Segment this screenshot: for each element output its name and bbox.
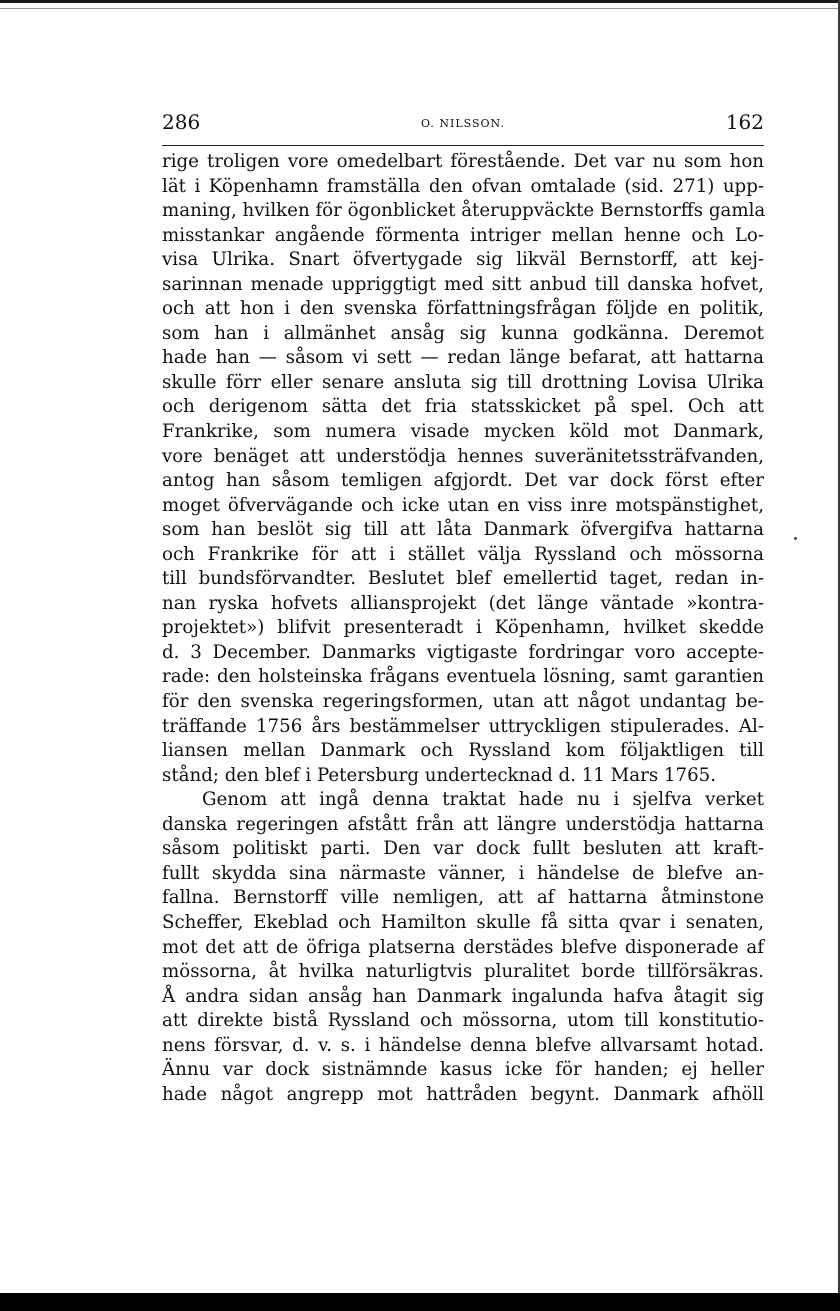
text-line: för den svenska regeringsformen, utan att något undantag be- xyxy=(162,691,764,713)
scan-edge-top-line xyxy=(0,8,840,9)
text-line: som han beslöt sig till att låta Danmark öfvergifva hattarna xyxy=(162,519,764,541)
header-rule xyxy=(162,145,764,146)
text-line: nens försvar, d. v. s. i händelse denna blefve allvarsamt hotad. xyxy=(162,1034,764,1056)
text-line: rade: den holsteinska frågans eventuela lösning, samt garantien xyxy=(162,666,764,688)
text-line-paragraph-start: Genom att ingå denna traktat hade nu i sjelfva verket xyxy=(202,789,764,811)
text-line: misstankar angående förmenta intriger mellan henne och Lo- xyxy=(162,224,764,246)
text-line: sarinnan menade uppriggtigt med sitt anbud till danska hofvet, xyxy=(162,273,764,295)
text-line: visa Ulrika. Snart öfvertygade sig likväl Bernstorff, att kej- xyxy=(162,249,764,271)
text-line: vore benäget att understödja hennes suveränitetssträfvanden, xyxy=(162,445,764,467)
text-line: Å andra sidan ansåg han Danmark ingalunda hafva åtagit sig xyxy=(162,985,764,1007)
text-line: fullt skydda sina närmaste vänner, i händelse de blefve an- xyxy=(162,862,764,884)
text-line: lät i Köpenhamn framställa den ofvan omtalade (sid. 271) upp- xyxy=(162,175,764,197)
text-line: moget öfvervägande och icke utan en viss inre motspänstighet, xyxy=(162,494,764,516)
text-line: mot det att de öfriga platserna derstädes blefve disponerade af xyxy=(162,936,764,958)
text-line: skulle förr eller senare ansluta sig till drottning Lovisa Ulrika xyxy=(162,371,764,393)
page-number-right: 162 xyxy=(725,110,764,134)
text-line: Frankrike, som numera visade mycken köld mot Danmark, xyxy=(162,421,764,443)
text-line: fallna. Bernstorff ville nemligen, att af hattarna åtminstone xyxy=(162,887,764,909)
text-line: antog han såsom temligen afgjordt. Det var dock först efter xyxy=(162,470,764,492)
text-line: danska regeringen afstått från att längre understödja hattarna xyxy=(162,813,764,835)
text-line: liansen mellan Danmark och Ryssland kom följaktligen till xyxy=(162,740,764,762)
text-line: och att hon i den svenska författningsfrågan följde en politik, xyxy=(162,298,764,320)
text-line: som han i allmänhet ansåg sig kunna godkänna. Deremot xyxy=(162,322,764,344)
text-line: maning, hvilken för ögonblicket återuppväckte Bernstorffs gamla xyxy=(162,200,766,222)
text-line: rige troligen vore omedelbart förestående. Det var nu som hon xyxy=(162,151,764,172)
text-line: projektet») blifvit presenteradt i Köpenhamn, hvilket skedde xyxy=(162,617,764,639)
text-line: hade han — såsom vi sett — redan länge befarat, att hattarna xyxy=(162,347,764,369)
text-line: såsom politiskt parti. Den var dock fullt besluten att kraft- xyxy=(162,838,764,860)
text-line: och derigenom sätta det fria statsskicket på spel. Och att xyxy=(162,396,764,418)
running-head xyxy=(162,108,764,138)
text-line: hade något angrepp mot hattråden begynt. Danmark afhöll xyxy=(162,1083,764,1105)
text-line: stånd; den blef i Petersburg undertecknad d. 11 Mars 1765. xyxy=(162,764,716,786)
body-text xyxy=(162,150,764,1107)
text-line: mössorna, åt hvilka naturligtvis pluralitet borde tillförsäkras. xyxy=(162,961,764,983)
text-line: nan ryska hofvets alliansprojekt (det länge väntade »kontra- xyxy=(162,592,764,614)
page-number-left: 286 xyxy=(162,110,201,134)
text-line: till bundsförvandter. Beslutet blef emellertid taget, redan in- xyxy=(162,568,764,590)
scan-edge-bottom xyxy=(0,1293,840,1311)
text-line: och Frankrike för att i stället välja Ryssland och mössorna xyxy=(162,543,764,565)
text-line: d. 3 December. Danmarks vigtigaste fordringar voro accepte- xyxy=(162,641,764,663)
text-line: träffande 1756 års bestämmelser uttryckligen stipulerades. Al- xyxy=(162,715,764,737)
text-line: Ännu var dock sistnämnde kasus icke för handen; ej heller xyxy=(162,1059,764,1081)
running-head-author: O. NILSSON. xyxy=(421,117,505,130)
scan-edge-top xyxy=(0,0,840,3)
margin-speck xyxy=(794,537,797,540)
text-line: att direkte bistå Ryssland och mössorna, utom till konstitutio- xyxy=(162,1010,764,1032)
text-line: Scheffer, Ekeblad och Hamilton skulle få sitta qvar i senaten, xyxy=(162,911,764,933)
